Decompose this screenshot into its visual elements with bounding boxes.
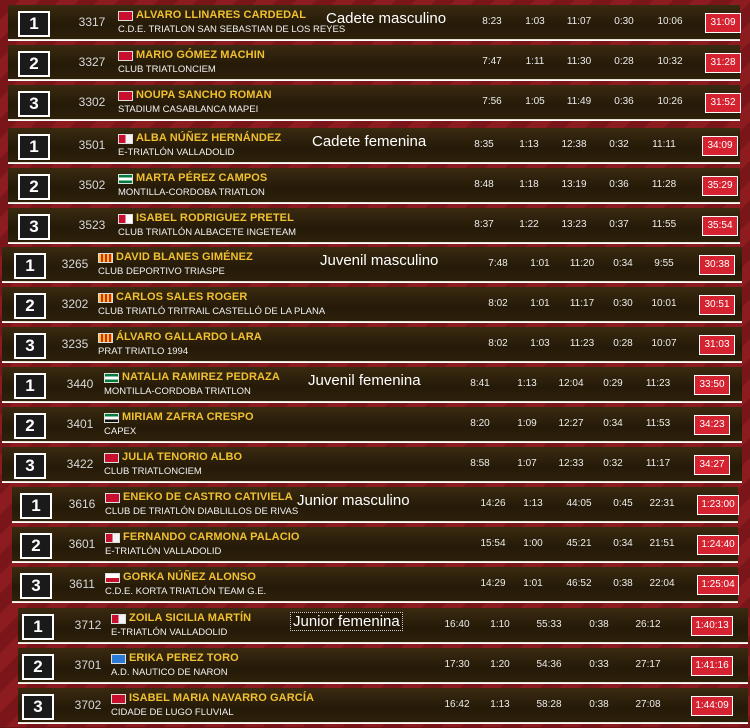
club-name: PRAT TRIATLO 1994 (98, 346, 189, 357)
split-time: 8:37 (474, 219, 494, 230)
split-time: 1:07 (517, 458, 537, 469)
result-row[interactable] (8, 5, 740, 41)
split-time: 0:30 (613, 298, 633, 309)
club-name: CLUB TRIATLÓ TRITRAIL CASTELLÓ DE LA PLANA (98, 306, 326, 317)
region-flag-icon (118, 51, 133, 61)
split-time: 0:36 (609, 179, 629, 190)
athlete-name: ALBA NÚÑEZ HERNÁNDEZ (136, 132, 282, 144)
split-time: 0:38 (589, 619, 609, 630)
split-time: 11:23 (569, 338, 595, 349)
category-block (12, 487, 738, 607)
bib-number: 3235 (61, 337, 89, 351)
club-name: C.D.E. TRIATLON SAN SEBASTIAN DE LOS REYES (118, 24, 346, 35)
club-name: CLUB TRIATLÓN ALBACETE INGETEAM (118, 227, 297, 238)
split-time: 8:20 (470, 418, 490, 429)
region-flag-icon (105, 493, 120, 503)
split-time: 10:32 (657, 56, 683, 67)
split-time: 1:01 (530, 298, 550, 309)
split-time: 11:17 (569, 298, 595, 309)
split-time: 0:34 (613, 258, 633, 269)
split-time: 0:34 (603, 418, 623, 429)
split-time: 27:17 (635, 659, 661, 670)
region-flag-icon (105, 573, 120, 583)
split-time: 1:03 (525, 16, 545, 27)
club-name: CIDADE DE LUGO FLUVIAL (111, 707, 234, 718)
split-time: 0:34 (613, 538, 633, 549)
split-time: 8:58 (470, 458, 490, 469)
total-time: 30:38 (699, 255, 735, 275)
position-badge: 1 (14, 373, 46, 399)
bib-number: 3502 (78, 178, 106, 192)
split-time: 22:31 (649, 498, 675, 509)
split-time: 21:51 (649, 538, 675, 549)
bib-number: 3317 (78, 15, 106, 29)
athlete-name: MARIO GÓMEZ MACHIN (136, 49, 265, 61)
region-flag-icon (111, 694, 126, 704)
category-label: Cadete femenina (312, 133, 427, 150)
split-time: 13:19 (561, 179, 587, 190)
bib-number: 3202 (61, 297, 89, 311)
bib-number: 3422 (66, 457, 94, 471)
region-flag-icon (118, 91, 133, 101)
split-time: 8:35 (474, 139, 494, 150)
bib-number: 3265 (61, 257, 89, 271)
club-name: E-TRIATLÓN VALLADOLID (111, 627, 228, 638)
region-flag-icon (118, 174, 133, 184)
split-time: 0:36 (614, 96, 634, 107)
split-time: 12:38 (561, 139, 587, 150)
split-time: 16:40 (444, 619, 470, 630)
category-label: Juvenil masculino (320, 252, 439, 269)
position-badge: 3 (20, 573, 52, 599)
split-time: 0:28 (613, 338, 633, 349)
club-name: MONTILLA-CORDOBA TRIATLON (118, 187, 265, 198)
club-name: STADIUM CASABLANCA MAPEI (118, 104, 259, 115)
split-time: 0:28 (614, 56, 634, 67)
club-name: A.D. NAUTICO DE NARON (111, 667, 228, 678)
split-time: 1:13 (523, 498, 543, 509)
position-badge: 1 (20, 493, 52, 519)
total-time: 1:44:09 (691, 696, 733, 716)
position-badge: 3 (18, 91, 50, 117)
athlete-name: ÁLVARO GALLARDO LARA (116, 331, 262, 343)
bib-number: 3712 (74, 618, 102, 632)
athlete-name: ISABEL RODRIGUEZ PRETEL (136, 212, 294, 224)
split-time: 1:09 (517, 418, 537, 429)
total-time: 35:29 (702, 176, 738, 196)
split-time: 11:07 (566, 16, 592, 27)
split-time: 11:49 (566, 96, 592, 107)
athlete-name: ERIKA PEREZ TORO (129, 652, 239, 664)
split-time: 1:10 (490, 619, 510, 630)
total-time: 31:09 (705, 13, 741, 33)
split-time: 0:37 (609, 219, 629, 230)
position-badge: 1 (18, 134, 50, 160)
bib-number: 3327 (78, 55, 106, 69)
result-row[interactable] (2, 287, 742, 323)
split-time: 0:33 (589, 659, 609, 670)
region-flag-icon (104, 453, 119, 463)
region-flag-icon (98, 253, 113, 263)
region-flag-icon (105, 533, 120, 543)
club-name: C.D.E. KORTA TRIATLÓN TEAM G.E. (105, 586, 267, 597)
split-time: 11:28 (651, 179, 677, 190)
club-name: CAPEX (104, 426, 137, 437)
total-time: 35:54 (702, 216, 738, 236)
split-time: 1:05 (525, 96, 545, 107)
category-block (18, 608, 748, 728)
total-time: 1:23:00 (697, 495, 739, 515)
split-time: 44:05 (566, 498, 592, 509)
split-time: 7:47 (482, 56, 502, 67)
total-time: 34:27 (694, 455, 730, 475)
result-row[interactable] (8, 85, 740, 121)
category-label: Juvenil femenina (308, 372, 421, 389)
position-badge: 1 (14, 253, 46, 279)
split-time: 12:04 (558, 378, 584, 389)
split-time: 0:45 (613, 498, 633, 509)
split-time: 1:13 (490, 699, 510, 710)
athlete-name: GORKA NÚÑEZ ALONSO (123, 571, 256, 583)
bib-number: 3501 (78, 138, 106, 152)
athlete-name: NOUPA SANCHO ROMAN (136, 89, 272, 101)
result-row[interactable] (18, 608, 748, 644)
result-row[interactable] (18, 648, 748, 684)
split-time: 16:42 (444, 699, 470, 710)
bib-number: 3616 (68, 497, 96, 511)
split-time: 46:52 (566, 578, 592, 589)
total-time: 31:28 (705, 53, 741, 73)
split-time: 9:55 (654, 258, 674, 269)
split-time: 7:48 (488, 258, 508, 269)
total-time: 34:23 (694, 415, 730, 435)
split-time: 10:07 (651, 338, 677, 349)
split-time: 0:32 (609, 139, 629, 150)
position-badge: 2 (14, 413, 46, 439)
total-time: 1:25:04 (697, 575, 739, 595)
club-name: E-TRIATLÓN VALLADOLID (105, 546, 222, 557)
region-flag-icon (98, 333, 113, 343)
club-name: CLUB TRIATLONCIEM (118, 64, 216, 75)
total-time: 34:09 (702, 136, 738, 156)
split-time: 12:27 (558, 418, 584, 429)
category-block (8, 5, 740, 125)
region-flag-icon (98, 293, 113, 303)
club-name: CLUB TRIATLONCIEM (104, 466, 202, 477)
split-time: 8:02 (488, 298, 508, 309)
position-badge: 1 (22, 614, 54, 640)
split-time: 14:29 (480, 578, 506, 589)
split-time: 12:33 (558, 458, 584, 469)
category-block (2, 367, 742, 487)
position-badge: 2 (18, 51, 50, 77)
total-time: 31:03 (699, 335, 735, 355)
position-badge: 2 (14, 293, 46, 319)
split-time: 11:20 (569, 258, 595, 269)
region-flag-icon (111, 654, 126, 664)
split-time: 55:33 (536, 619, 562, 630)
athlete-name: ALVARO LLINARES CARDEDAL (136, 9, 307, 21)
split-time: 1:11 (525, 56, 545, 67)
bib-number: 3611 (69, 577, 95, 591)
split-time: 8:48 (474, 179, 494, 190)
bib-number: 3401 (66, 417, 94, 431)
region-flag-icon (104, 413, 119, 423)
split-time: 0:30 (614, 16, 634, 27)
bib-number: 3601 (68, 537, 96, 551)
split-time: 14:26 (480, 498, 506, 509)
split-time: 11:55 (651, 219, 677, 230)
result-row[interactable] (2, 407, 742, 443)
total-time: 33:50 (694, 375, 730, 395)
split-time: 0:29 (603, 378, 623, 389)
split-time: 1:22 (519, 219, 539, 230)
split-time: 10:01 (651, 298, 677, 309)
split-time: 58:28 (536, 699, 562, 710)
split-time: 54:36 (536, 659, 562, 670)
bib-number: 3523 (78, 218, 106, 232)
category-block (8, 128, 740, 248)
club-name: MONTILLA-CORDOBA TRIATLON (104, 386, 251, 397)
club-name: CLUB DE TRIATLÓN DIABLILLOS DE RIVAS (105, 506, 299, 517)
athlete-name: FERNANDO CARMONA PALACIO (123, 531, 300, 543)
split-time: 0:32 (603, 458, 623, 469)
split-time: 13:23 (561, 219, 587, 230)
split-time: 1:01 (530, 258, 550, 269)
club-name: E-TRIATLÓN VALLADOLID (118, 147, 235, 158)
split-time: 8:41 (470, 378, 490, 389)
split-time: 10:26 (657, 96, 683, 107)
result-row[interactable] (12, 527, 738, 563)
athlete-name: ISABEL MARIA NAVARRO GARCÍA (129, 692, 315, 704)
athlete-name: NATALIA RAMIREZ PEDRAZA (122, 371, 280, 383)
region-flag-icon (118, 11, 133, 21)
athlete-name: MIRIAM ZAFRA CRESPO (122, 411, 254, 423)
split-time: 11:30 (566, 56, 592, 67)
position-badge: 3 (14, 453, 46, 479)
split-time: 11:23 (645, 378, 671, 389)
position-badge: 3 (18, 214, 50, 240)
result-row[interactable] (8, 168, 740, 204)
split-time: 1:18 (519, 179, 539, 190)
bib-number: 3702 (74, 698, 102, 712)
split-time: 1:00 (523, 538, 543, 549)
split-time: 11:17 (645, 458, 671, 469)
result-row[interactable] (12, 567, 738, 603)
region-flag-icon (104, 373, 119, 383)
split-time: 1:13 (517, 378, 537, 389)
split-time: 1:01 (523, 578, 543, 589)
athlete-name: ENEKO DE CASTRO CATIVIELA (123, 491, 293, 503)
category-label: Junior masculino (297, 492, 410, 509)
split-time: 8:02 (488, 338, 508, 349)
result-row[interactable] (8, 128, 740, 164)
position-badge: 2 (20, 533, 52, 559)
total-time: 1:40:13 (691, 616, 733, 636)
result-row[interactable] (2, 447, 742, 483)
athlete-name: DAVID BLANES GIMÉNEZ (116, 251, 253, 263)
split-time: 0:38 (589, 699, 609, 710)
result-row[interactable] (2, 327, 742, 363)
position-badge: 3 (14, 333, 46, 359)
bib-number: 3440 (66, 377, 94, 391)
split-time: 45:21 (566, 538, 592, 549)
athlete-name: ZOILA SICILIA MARTÍN (129, 612, 252, 624)
split-time: 26:12 (635, 619, 661, 630)
category-label: Junior femenina (290, 612, 403, 631)
total-time: 30:51 (699, 295, 735, 315)
category-label: Cadete masculino (326, 10, 447, 27)
athlete-name: JULIA TENORIO ALBO (122, 451, 243, 463)
region-flag-icon (118, 214, 133, 224)
bib-number: 3701 (74, 658, 102, 672)
result-row[interactable] (18, 688, 748, 724)
result-row[interactable] (8, 45, 740, 81)
position-badge: 2 (22, 654, 54, 680)
category-block (2, 247, 742, 367)
result-row[interactable] (2, 247, 742, 283)
split-time: 10:06 (657, 16, 683, 27)
split-time: 11:53 (645, 418, 671, 429)
split-time: 11:11 (652, 139, 676, 150)
split-time: 17:30 (444, 659, 470, 670)
split-time: 22:04 (649, 578, 675, 589)
athlete-name: CARLOS SALES ROGER (116, 291, 248, 303)
split-time: 15:54 (480, 538, 506, 549)
position-badge: 3 (22, 694, 54, 720)
split-time: 27:08 (635, 699, 661, 710)
result-row[interactable] (2, 367, 742, 403)
position-badge: 2 (18, 174, 50, 200)
split-time: 7:56 (482, 96, 502, 107)
total-time: 1:24:40 (697, 535, 739, 555)
split-time: 0:38 (613, 578, 633, 589)
total-time: 31:52 (705, 93, 741, 113)
region-flag-icon (111, 614, 126, 624)
bib-number: 3302 (78, 95, 106, 109)
split-time: 1:20 (490, 659, 510, 670)
total-time: 1:41:16 (691, 656, 733, 676)
split-time: 1:03 (530, 338, 550, 349)
position-badge: 1 (18, 11, 50, 37)
club-name: CLUB DEPORTIVO TRIASPE (98, 266, 225, 277)
athlete-name: MARTA PÉREZ CAMPOS (136, 172, 268, 184)
result-row[interactable] (8, 208, 740, 244)
result-row[interactable] (12, 487, 738, 523)
region-flag-icon (118, 134, 133, 144)
split-time: 1:13 (519, 139, 539, 150)
split-time: 8:23 (482, 16, 502, 27)
